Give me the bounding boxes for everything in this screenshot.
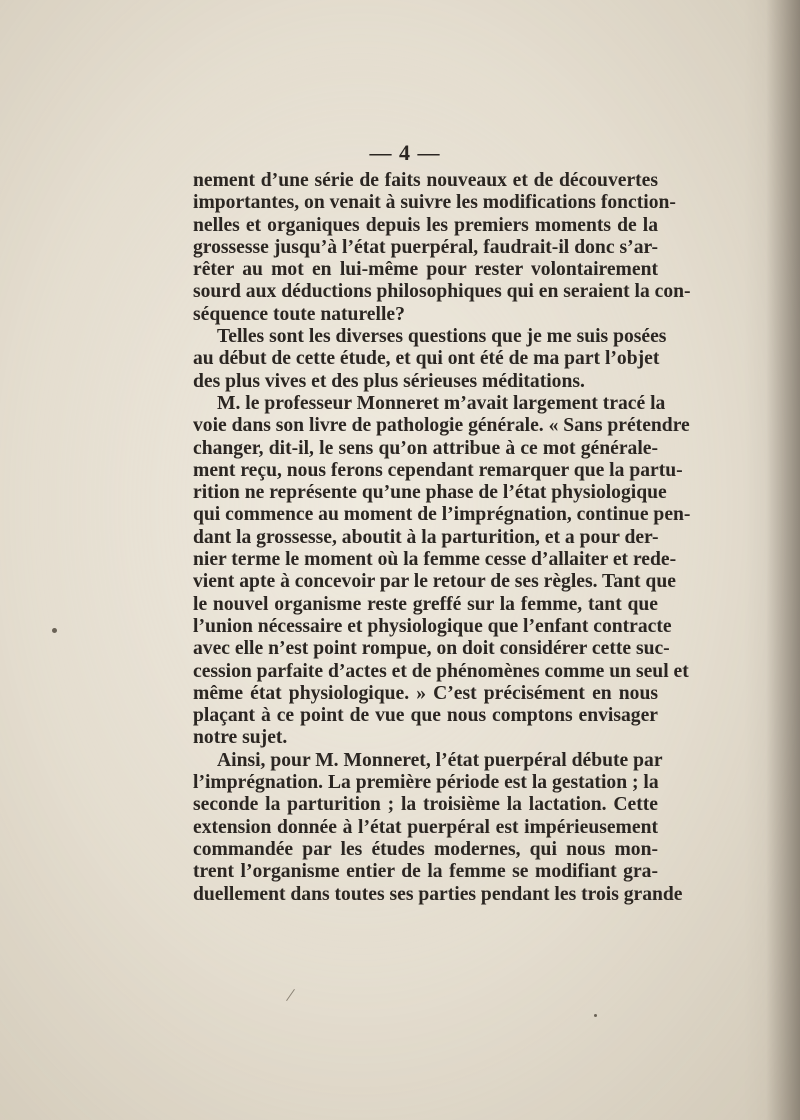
text-line: avec elle n’est point rompue, on doit considérer cette suc- (193, 638, 670, 660)
paper-speck (52, 628, 57, 633)
text-line: qui commence au moment de l’imprégnation, continue pen- (193, 504, 691, 526)
text-line: dant la grossesse, aboutit à la parturition, et a pour der- (193, 526, 659, 548)
body-text (193, 170, 691, 906)
text-line: rêter au mot en lui-même pour rester volontairement (193, 259, 658, 281)
text-line: notre sujet. (193, 727, 288, 749)
text-line: duellement dans toutes ses parties pendant les trois grande (193, 883, 683, 905)
text-line: vient apte à concevoir par le retour de ses règles. Tant que (193, 571, 676, 593)
text-line: rition ne représente qu’une phase de l’état physiologique (193, 482, 667, 504)
text-line: l’imprégnation. La première période est la gestation ; la (193, 772, 659, 794)
text-line: nier terme le moment où la femme cesse d’allaiter et rede- (193, 549, 677, 571)
text-line: trent l’organisme entier de la femme se modifiant gra- (193, 861, 658, 883)
text-line: l’union nécessaire et physiologique que l’enfant contracte (193, 615, 672, 637)
text-line: changer, dit-il, le sens qu’on attribue à ce mot générale- (193, 437, 658, 459)
text-line: nement d’une série de faits nouveaux et de découvertes (193, 170, 658, 191)
text-line: le nouvel organisme reste greffé sur la femme, tant que (193, 593, 658, 615)
text-line: séquence toute naturelle? (193, 303, 405, 325)
text-line: seconde la parturition ; la troisième la lactation. Cette (193, 794, 658, 816)
paragraph-start: M. le professeur Monneret m’avait largement tracé la (217, 392, 666, 414)
text-line: cession parfaite d’actes et de phénomènes comme un seul et (193, 660, 689, 682)
text-line: sourd aux déductions philosophiques qui en seraient la con- (193, 281, 691, 303)
text-line: importantes, on venait à suivre les modifications fonction- (193, 192, 676, 214)
page-spine-shadow (766, 0, 800, 1120)
text-line: plaçant à ce point de vue que nous comptons envisager (193, 705, 658, 727)
text-line: voie dans son livre de pathologie générale. « Sans prétendre (193, 415, 690, 437)
paragraph-start: Telles sont les diverses questions que je me suis posées (217, 326, 667, 348)
paragraph-start: Ainsi, pour M. Monneret, l’état puerpéral débute par (217, 749, 663, 771)
page-number: — 4 — (369, 140, 441, 165)
text-line: des plus vives et des plus sérieuses méditations. (193, 370, 585, 392)
text-line: ment reçu, nous ferons cependant remarquer que la partu- (193, 459, 683, 481)
text-line: extension donnée à l’état puerpéral est impérieusement (193, 816, 658, 838)
paper-speck (286, 989, 295, 1001)
text-line: nelles et organiques depuis les premiers moments de la (193, 214, 658, 236)
text-line: commandée par les études modernes, qui nous mon- (193, 838, 658, 860)
text-line: au début de cette étude, et qui ont été de ma part l’objet (193, 348, 660, 370)
text-line: grossesse jusqu’à l’état puerpéral, faudrait-il donc s’ar- (193, 236, 658, 258)
paper-speck (594, 1014, 597, 1017)
text-line: même état physiologique. » C’est précisément en nous (193, 682, 658, 704)
